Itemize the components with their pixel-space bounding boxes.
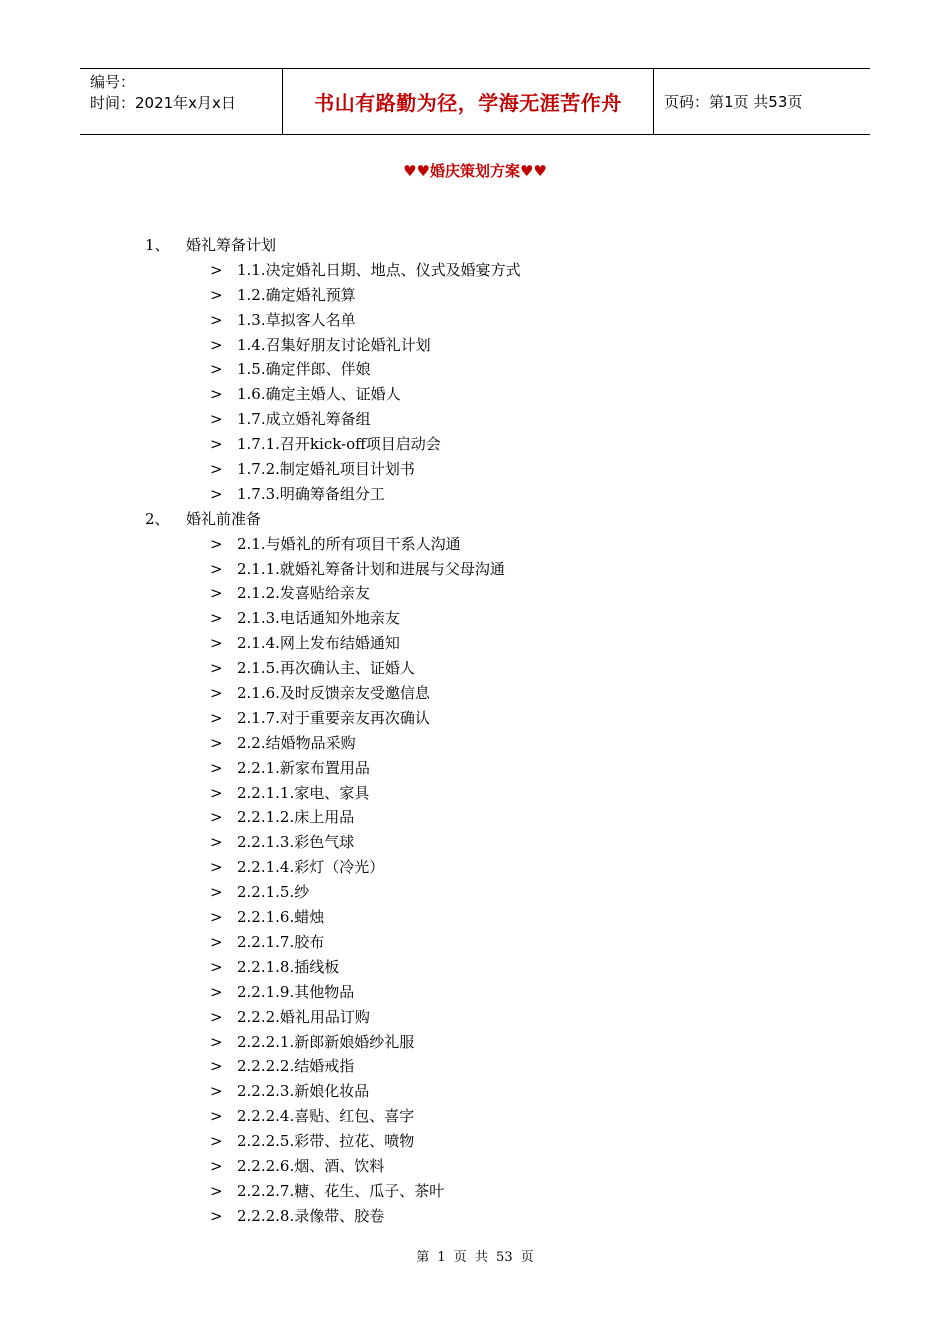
list-item-label: 2.2.1.8.插线板: [237, 957, 340, 976]
bullet-arrow-icon: >: [210, 460, 223, 479]
list-item: [0, 432, 950, 457]
bullet-arrow-icon: >: [210, 1132, 223, 1151]
bullet-arrow-icon: >: [210, 808, 223, 827]
list-item: [0, 1129, 950, 1154]
list-item-label: 2.1.7.对于重要亲友再次确认: [237, 708, 430, 727]
header-page-info: 页码：第1页 共53页: [664, 93, 803, 111]
list-item-label: 1.1.决定婚礼日期、地点、仪式及婚宴方式: [237, 260, 521, 279]
list-item: [0, 1179, 950, 1204]
list-item-label: 2.1.5.再次确认主、证婚人: [237, 659, 415, 678]
list-item: [0, 357, 950, 382]
bullet-arrow-icon: >: [210, 858, 223, 877]
list-item-label: 1.7.1.召开kick-off项目启动会: [237, 435, 441, 454]
list-item-label: 1.5.确定伴郎、伴娘: [237, 360, 371, 379]
bullet-arrow-icon: >: [210, 1032, 223, 1051]
list-item-label: 2.2.1.6.蜡烛: [237, 908, 325, 927]
list-item: [0, 1079, 950, 1104]
list-item-label: 2.2.2.5.彩带、拉花、喷物: [237, 1132, 415, 1151]
list-item: [0, 706, 950, 731]
list-item: [0, 308, 950, 333]
list-item-label: 2.1.2.发喜贴给亲友: [237, 584, 370, 603]
bullet-arrow-icon: >: [210, 285, 223, 304]
bullet-arrow-icon: >: [210, 1206, 223, 1225]
list-item-label: 2.1.4.网上发布结婚通知: [237, 634, 400, 653]
list-item: [0, 855, 950, 880]
bullet-arrow-icon: >: [210, 883, 223, 902]
bullet-arrow-icon: >: [210, 982, 223, 1001]
page-header: [80, 68, 870, 135]
list-item: [0, 681, 950, 706]
list-item-label: 1.7.成立婚礼筹备组: [237, 410, 371, 429]
section-number: 2、: [145, 509, 170, 528]
list-item: [0, 1054, 950, 1079]
bullet-arrow-icon: >: [210, 410, 223, 429]
list-item: [0, 557, 950, 582]
list-item: [0, 606, 950, 631]
list-item: [0, 1104, 950, 1129]
header-meta: [80, 69, 282, 134]
list-item: [0, 532, 950, 557]
bullet-arrow-icon: >: [210, 310, 223, 329]
list-item-label: 2.2.2.2.结婚戒指: [237, 1057, 355, 1076]
bullet-arrow-icon: >: [210, 360, 223, 379]
list-item-label: 2.2.2.8.录像带、胶卷: [237, 1206, 385, 1225]
bullet-arrow-icon: >: [210, 908, 223, 927]
list-item: [0, 1154, 950, 1179]
list-item: [0, 930, 950, 955]
bullet-arrow-icon: >: [210, 385, 223, 404]
list-item: [0, 980, 950, 1005]
document-date: 时间：2021年x月x日: [90, 94, 236, 112]
bullet-arrow-icon: >: [210, 1082, 223, 1101]
list-item: [0, 880, 950, 905]
bullet-arrow-icon: >: [210, 684, 223, 703]
list-item-label: 1.4.召集好朋友讨论婚礼计划: [237, 335, 431, 354]
bullet-arrow-icon: >: [210, 534, 223, 553]
bullet-arrow-icon: >: [210, 758, 223, 777]
list-item-label: 1.2.确定婚礼预算: [237, 285, 356, 304]
list-item-label: 2.2.1.新家布置用品: [237, 758, 370, 777]
bullet-arrow-icon: >: [210, 335, 223, 354]
section-heading: [0, 507, 950, 532]
list-item-label: 2.1.1.就婚礼筹备计划和进展与父母沟通: [237, 559, 505, 578]
list-item: [0, 805, 950, 830]
list-item-label: 2.2.1.2.床上用品: [237, 808, 355, 827]
list-item: [0, 756, 950, 781]
bullet-arrow-icon: >: [210, 932, 223, 951]
list-item: [0, 955, 950, 980]
list-item: [0, 258, 950, 283]
bullet-arrow-icon: >: [210, 733, 223, 752]
list-item: [0, 731, 950, 756]
list-item: [0, 382, 950, 407]
section-number: 1、: [145, 236, 170, 254]
bullet-arrow-icon: >: [210, 435, 223, 454]
list-item: [0, 1204, 950, 1229]
bullet-arrow-icon: >: [210, 260, 223, 279]
list-item-label: 2.2.1.1.家电、家具: [237, 783, 370, 802]
bullet-arrow-icon: >: [210, 1156, 223, 1175]
list-item: [0, 830, 950, 855]
section-heading: [0, 233, 950, 258]
list-item: [0, 631, 950, 656]
section-label: 婚礼前准备: [186, 509, 262, 528]
list-item-label: 2.2.1.7.胶布: [237, 932, 325, 951]
bullet-arrow-icon: >: [210, 957, 223, 976]
bullet-arrow-icon: >: [210, 833, 223, 852]
list-item: [0, 581, 950, 606]
list-item-label: 2.2.2.7.糖、花生、瓜子、茶叶: [237, 1181, 445, 1200]
document-title: ♥♥婚庆策划方案♥♥: [403, 162, 547, 180]
list-item-label: 1.3.草拟客人名单: [237, 310, 356, 329]
list-item-label: 1.7.2.制定婚礼项目计划书: [237, 460, 415, 479]
page-footer: 第 1 页 共 53 页: [416, 1250, 534, 1265]
list-item-label: 2.2.2.婚礼用品订购: [237, 1007, 370, 1026]
section-label: 婚礼筹备计划: [186, 236, 277, 254]
bullet-arrow-icon: >: [210, 559, 223, 578]
list-item: [0, 1005, 950, 1030]
list-item: [0, 1030, 950, 1055]
bullet-arrow-icon: >: [210, 1057, 223, 1076]
list-item-label: 2.2.1.5.纱: [237, 883, 310, 902]
list-item: [0, 482, 950, 507]
list-item-label: 1.6.确定主婚人、证婚人: [237, 385, 401, 404]
bullet-arrow-icon: >: [210, 1107, 223, 1126]
list-item-label: 2.2.2.3.新娘化妆品: [237, 1082, 370, 1101]
bullet-arrow-icon: >: [210, 1181, 223, 1200]
list-item-label: 2.2.1.4.彩灯（冷光）: [237, 858, 385, 877]
list-item-label: 2.1.与婚礼的所有项目干系人沟通: [237, 534, 461, 553]
list-item-label: 2.1.6.及时反馈亲友受邀信息: [237, 684, 430, 703]
header-motto: 书山有路勤为径，学海无涯苦作舟: [282, 69, 654, 134]
list-item: [0, 457, 950, 482]
list-item-label: 2.2.2.4.喜贴、红包、喜字: [237, 1107, 415, 1126]
list-item: [0, 656, 950, 681]
list-item: [0, 283, 950, 308]
list-item: [0, 781, 950, 806]
list-item-label: 2.2.2.6.烟、酒、饮料: [237, 1156, 385, 1175]
bullet-arrow-icon: >: [210, 708, 223, 727]
list-item-label: 2.2.结婚物品采购: [237, 733, 356, 752]
list-item: [0, 333, 950, 358]
list-item-label: 2.2.1.9.其他物品: [237, 982, 355, 1001]
document-body: [0, 233, 950, 1229]
bullet-arrow-icon: >: [210, 584, 223, 603]
list-item-label: 2.2.1.3.彩色气球: [237, 833, 355, 852]
bullet-arrow-icon: >: [210, 484, 223, 503]
list-item-label: 1.7.3.明确筹备组分工: [237, 484, 385, 503]
list-item-label: 2.2.2.1.新郎新娘婚纱礼服: [237, 1032, 415, 1051]
bullet-arrow-icon: >: [210, 783, 223, 802]
bullet-arrow-icon: >: [210, 659, 223, 678]
list-item: [0, 407, 950, 432]
bullet-arrow-icon: >: [210, 634, 223, 653]
list-item: [0, 905, 950, 930]
bullet-arrow-icon: >: [210, 609, 223, 628]
bullet-arrow-icon: >: [210, 1007, 223, 1026]
document-number: 编号：: [90, 73, 136, 91]
list-item-label: 2.1.3.电话通知外地亲友: [237, 609, 400, 628]
